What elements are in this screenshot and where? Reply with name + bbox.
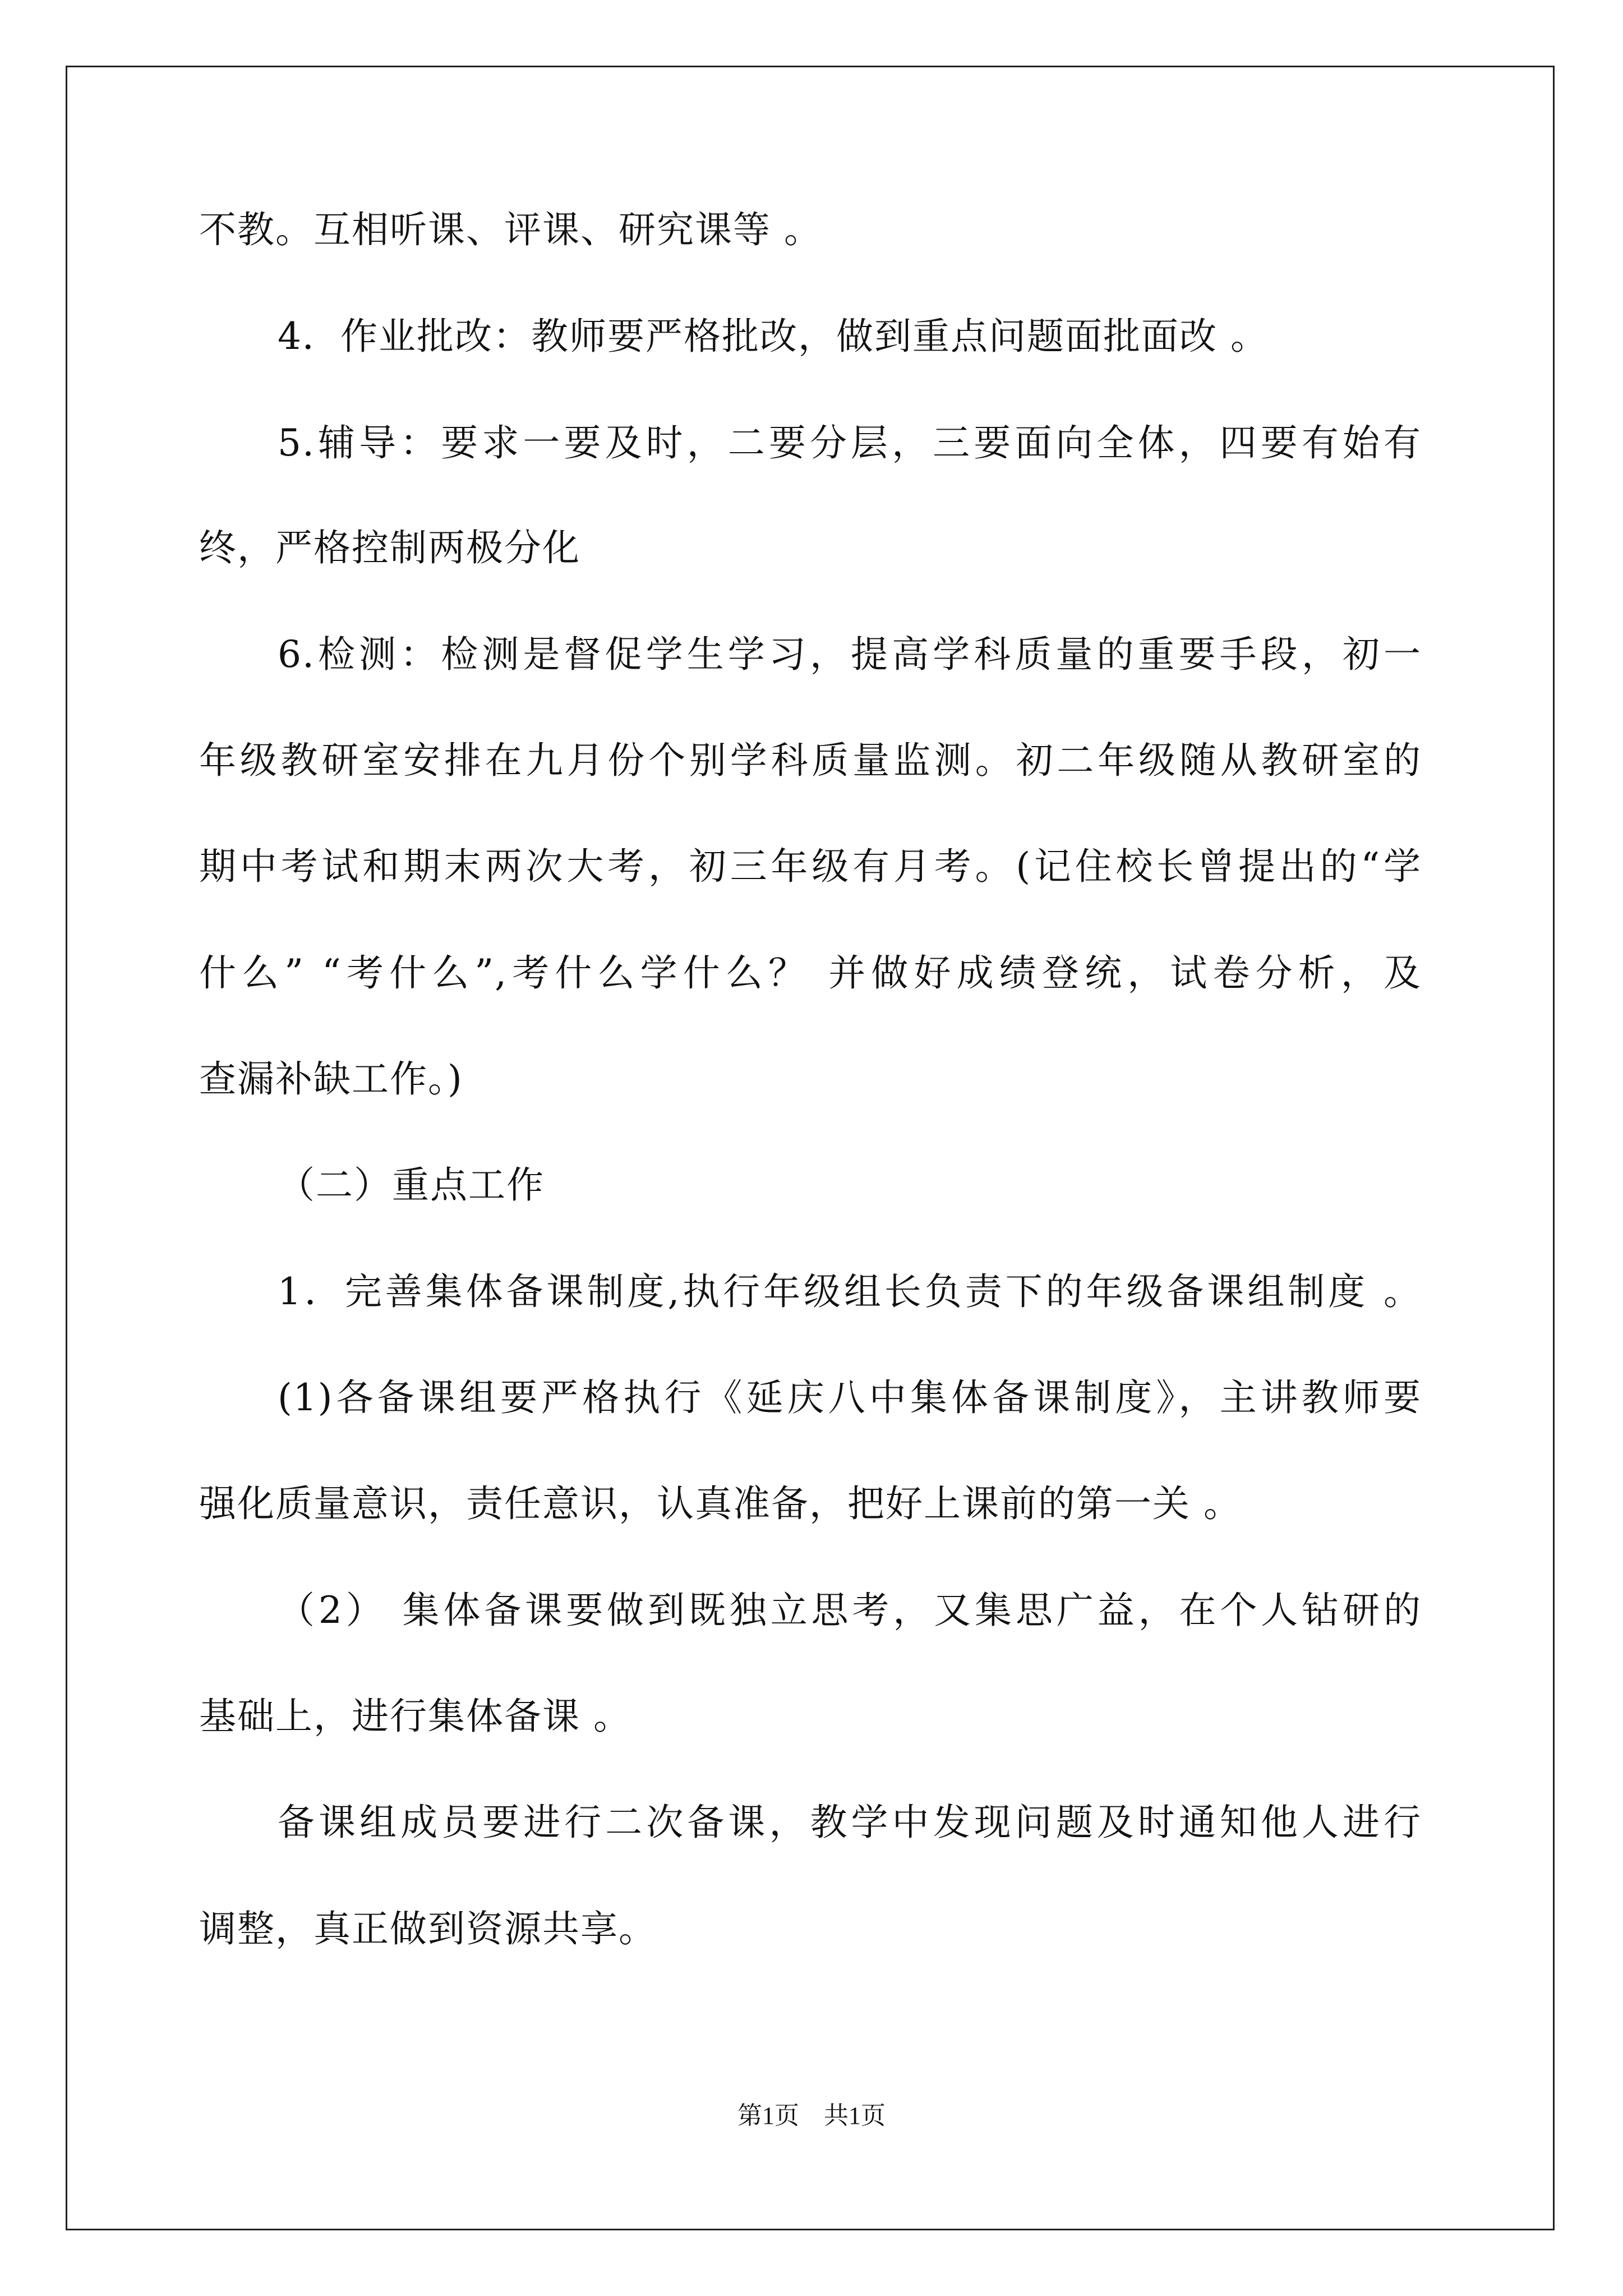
- text-line: 5.辅导：要求一要及时，二要分层，三要面向全体，四要有始有: [278, 421, 1422, 464]
- section-heading: （二）重点工作: [278, 1163, 545, 1207]
- text-line: 不教。互相听课、评课、研究课等 。: [199, 208, 822, 251]
- text-line: 终，严格控制两极分化: [199, 526, 580, 569]
- text-line: 调整，真正做到资源共享。: [199, 1907, 657, 1950]
- text-line: 强化质量意识，责任意识，认真准备，把好上课前的第一关 。: [199, 1482, 1242, 1525]
- page-number-footer: 第1页 共1页: [737, 2102, 886, 2129]
- text-line: 1．完善集体备课制度,执行年级组长负责下的年级备课组制度 。: [278, 1270, 1422, 1313]
- text-line: (1)各备课组要严格执行《延庆八中集体备课制度》，主讲教师要: [278, 1376, 1422, 1419]
- text-line: 什么” “考什么”,考什么学什么？ 并做好成绩登统，试卷分析，及: [199, 951, 1422, 995]
- text-line: 4．作业批改：教师要严格批改，做到重点问题面批面改 。: [278, 315, 1269, 358]
- text-line: 年级教研室安排在九月份个别学科质量监测。初二年级随从教研室的: [199, 739, 1422, 782]
- text-line: （2） 集体备课要做到既独立思考，又集思广益，在个人钻研的: [278, 1589, 1422, 1632]
- text-line: 查漏补缺工作。): [199, 1057, 463, 1101]
- text-line: 期中考试和期末两次大考，初三年级有月考。(记住校长曾提出的“学: [199, 845, 1422, 888]
- text-line: 备课组成员要进行二次备课，教学中发现问题及时通知他人进行: [278, 1801, 1422, 1844]
- text-line: 基础上，进行集体备课 。: [199, 1695, 631, 1738]
- text-line: 6.检测：检测是督促学生学习，提高学科质量的重要手段，初一: [278, 633, 1422, 676]
